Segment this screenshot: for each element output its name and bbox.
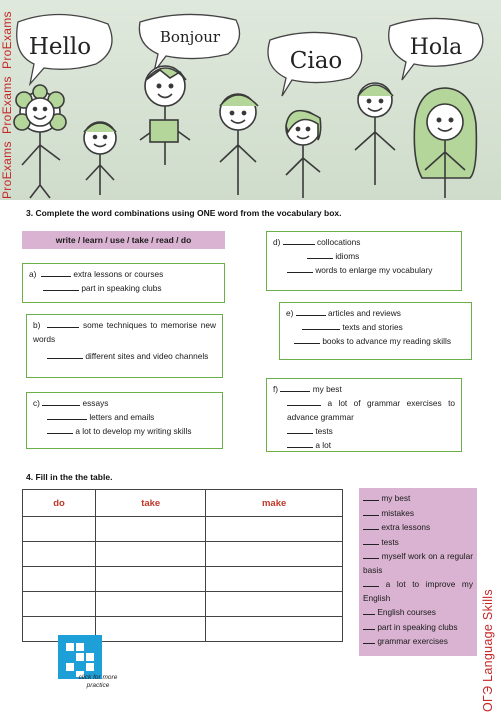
list-item: grammar exercises	[363, 634, 473, 649]
speech-bubble-hello	[17, 14, 112, 84]
list-item: English courses	[363, 605, 473, 620]
vocabulary-box: write / learn / use / take / read / do	[22, 231, 225, 249]
svg-text:Hola: Hola	[409, 35, 463, 60]
box-c: c) essays letters and emails a lot to develop my writing skills	[26, 392, 223, 449]
speech-bubble-bonjour	[139, 14, 239, 72]
list-item: myself work on a regular basis	[363, 551, 473, 575]
phrase-list	[359, 488, 477, 656]
list-item: a lot to improve my English	[363, 579, 473, 603]
bubble-hello-text: Hello	[28, 34, 92, 60]
speech-bubble-ciao	[268, 32, 362, 96]
list-item: my best	[363, 491, 473, 506]
box-a: a) extra lessons or courses part in speaking clubs	[22, 263, 225, 303]
col-header-make: make	[206, 490, 343, 517]
table-row	[23, 567, 343, 592]
box-e: e) articles and reviews texts and stories books to advance my reading skills	[279, 302, 472, 360]
fill-table	[22, 489, 343, 642]
table-row	[23, 542, 343, 567]
side-brand: ProExams ProExams ProExams	[0, 11, 14, 199]
box-d: d) collocations idioms words to enlarge my vocabulary	[266, 231, 462, 291]
header-illustration	[0, 0, 501, 200]
table-row	[23, 517, 343, 542]
task3-title: 3. Complete the word combinations using ONE word from the vocabulary box.	[26, 208, 342, 218]
list-item: extra lessons	[363, 520, 473, 535]
list-item: part in speaking clubs	[363, 620, 473, 635]
speech-bubble-hola	[389, 18, 483, 80]
list-item: mistakes	[363, 506, 473, 521]
table-row	[23, 592, 343, 617]
col-header-take: take	[96, 490, 206, 517]
list-item: tests	[363, 535, 473, 550]
crossword-icon[interactable]	[58, 635, 102, 679]
more-practice-link[interactable]: click for more practice	[78, 674, 118, 689]
svg-text:Ciao: Ciao	[289, 48, 343, 74]
svg-text:Bonjour: Bonjour	[159, 28, 221, 46]
task4-title: 4. Fill in the the table.	[26, 472, 113, 482]
box-b: b) some techniques to memorise new words different sites and video channels	[26, 314, 223, 378]
side-label: ОГЭ Language Skills	[481, 589, 495, 712]
col-header-do: do	[23, 490, 96, 517]
box-f: f) my best a lot of grammar exercises to advance grammar tests a lot	[266, 378, 462, 452]
children-figures	[14, 66, 476, 198]
